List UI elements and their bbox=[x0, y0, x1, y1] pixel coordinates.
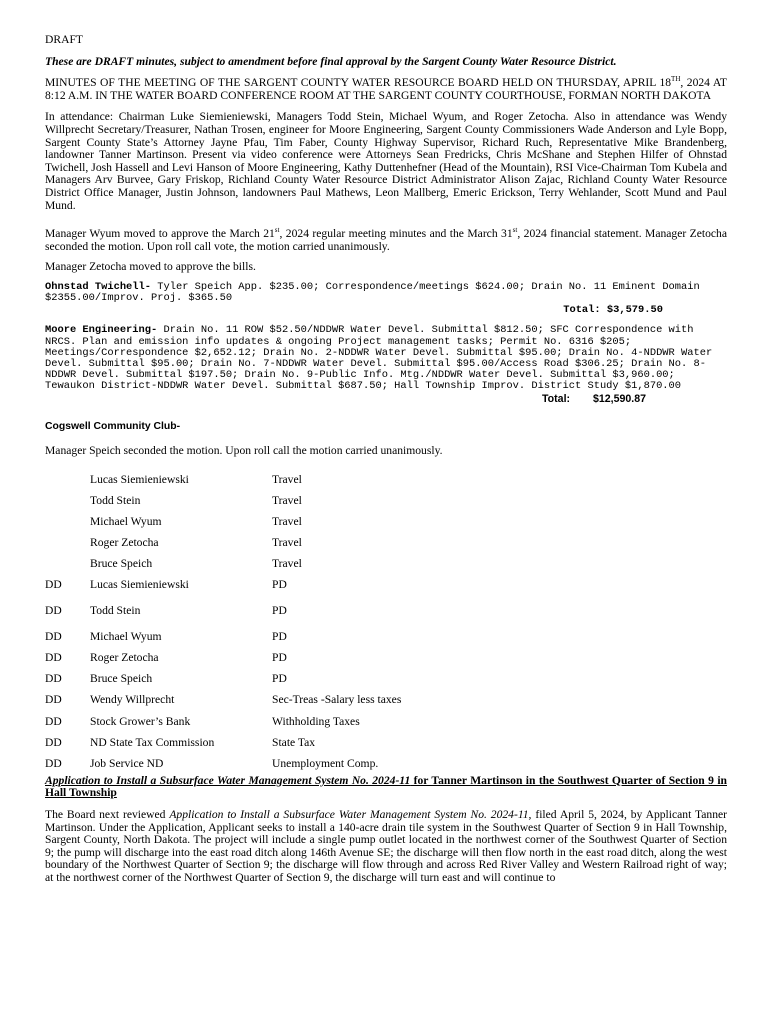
payment-row bbox=[45, 737, 727, 758]
payment-name: Bruce Speich bbox=[90, 672, 153, 686]
minutes-heading: MINUTES OF THE MEETING OF THE SARGENT COUNTY WATER RESOURCE BOARD HELD ON THURSDAY, APRIL 18TH, 2024 AT 8:12 A.M. IN THE WATER BOARD CONFERENCE ROOM AT THE SARGENT COUNTY COURTHOUSE, FORMAN NORTH DAKOTA bbox=[45, 75, 727, 102]
payment-name: Lucas Siemieniewski bbox=[90, 578, 189, 592]
moore-bill bbox=[45, 325, 727, 405]
payment-desc: PD bbox=[272, 578, 287, 592]
draft-label: DRAFT bbox=[45, 33, 84, 46]
payment-name: Lucas Siemieniewski bbox=[90, 472, 189, 486]
payment-name: Roger Zetocha bbox=[90, 651, 159, 665]
ohnstad-bill bbox=[45, 282, 727, 316]
payment-row bbox=[45, 626, 727, 652]
payment-desc: Travel bbox=[272, 536, 302, 549]
payment-code: DD bbox=[45, 693, 62, 707]
attendance-paragraph: In attendance: Chairman Luke Siemieniewski, Managers Todd Stein, Michael Wyum, and Roger Zetocha. Also in attendance was Wendy Willprecht Secretary/Treasurer, Nathan Trosen, engineer for Moore Engineering, Sargent County Commissioners Wade Anderson and Lyle Bopp, Sargent County State’s Attorney Jayne Pfau, Tim Faber, County Highway Supervisor, Richard Ruch, Representative Mike Brandenberg, landowner Tanner Martinson. Present via video conference were Attorneys Sean Fredricks, Chris McShane and Stephen Hilfer of Ohnstad Twichell, Josh Hassell and Levi Hanson of Moore Engineering, Kathy Duttenhefner (Head of the Mountain), RSI Vice-Chairman Tom Kubela and Managers Arv Burvee, Gary Friskop, Richland County Water Resource District Administrator Alison Zajac, Richland County Water Resource District Office Manager, Justin Johnson, landowners Paul Mathews, Leon Mallberg, Emeric Erickson, Terry Wehlander, Scott Mund and Paul Mund. bbox=[45, 110, 727, 212]
payment-code: DD bbox=[45, 672, 62, 686]
payment-desc: Travel bbox=[272, 514, 302, 528]
draft-notice: These are DRAFT minutes, subject to amendment before final approval by the Sargent County Water Resource District. bbox=[45, 54, 617, 68]
total-amount: $12,590.87 bbox=[593, 392, 647, 405]
payment-row bbox=[45, 495, 727, 516]
application-paragraph: The Board next reviewed Application to Install a Subsurface Water Management System No. 2024-11, filed April 5, 2024, by Applicant Tanner Martinson. Under the Application, Applicant seeks to install a 140-acre drain tile system in the Southwest Quarter of Section 9 in Hall Township, Sargent County, North Dakota. The project will include a single pump outlet located in the northwest corner of the Southwest Quarter of Section 9; the pump will discharge into the east road ditch along 146th Avenue SE; the discharge will then flow north in the east road ditch, along the west boundary of the Northwest Quarter of Section 9; the discharge will flow through and across Red River Valley and Western Railroad right of way; at the northwest corner of the Northwest Quarter of Section 9, the discharge will turn east and will continue to bbox=[45, 807, 727, 884]
cogswell-bill: Cogswell Community Club- bbox=[45, 420, 181, 432]
application-title: Application to Install a Subsurface Water Management System No. 2024-11 for Tanner Martinson in the Southwest Quarter of Section 9 in Hall Township bbox=[45, 773, 727, 800]
payment-name: Job Service ND bbox=[90, 756, 164, 770]
payment-row bbox=[45, 652, 727, 673]
total-label: Total: bbox=[542, 392, 571, 405]
payment-row bbox=[45, 579, 727, 600]
payment-code: DD bbox=[45, 714, 62, 728]
payment-row bbox=[45, 558, 727, 579]
payment-code: DD bbox=[45, 735, 62, 749]
payment-code: DD bbox=[45, 604, 62, 618]
payment-desc: Travel bbox=[272, 557, 302, 571]
minutes-approval-motion: Manager Wyum moved to approve the March 21st, 2024 regular meeting minutes and the March 31st, 2024 financial statement. Manager Zetocha seconded the motion. Upon roll call vote, the motion carried unanimously. bbox=[45, 226, 727, 253]
payment-code: DD bbox=[45, 756, 62, 770]
payment-desc: Travel bbox=[272, 472, 302, 486]
payment-row bbox=[45, 673, 727, 694]
payment-code: DD bbox=[45, 651, 62, 665]
ohnstad-total: Total: $3,579.50 bbox=[563, 304, 663, 317]
payment-name: Michael Wyum bbox=[90, 630, 162, 644]
payment-code: DD bbox=[45, 630, 62, 644]
payment-desc: Travel bbox=[272, 493, 302, 507]
moore-bill-items: Moore Engineering- Drain No. 11 ROW $52.50/NDDWR Water Devel. Submittal $812.50; SFC Correspondence with NRCS. Plan and emission info updates & ongoing Project management tasks; Permit No. 6316 $205; Meetings/Correspondence $2,652.12; Drain No. 2-NDDWR Water Devel. Submittal $95.00; Drain No. 4-NDDWR Water Devel. Submittal $95.00; Drain No. 7-NDDWR Water Devel. Submittal $95.00/Access Road $306.25; Drain No. 8-NDDWR Devel. Submittal $197.50; Drain No. 9-Public Info. Mtg./NDDWR Water Devel. Submittal $3,960.00; Tewaukon District-NDDWR Water Devel. Submittal $687.50; Hall Township Improv. District Study $1,870.00 bbox=[45, 324, 719, 393]
moore-total bbox=[45, 393, 727, 406]
payment-desc: PD bbox=[272, 672, 287, 686]
payment-name: ND State Tax Commission bbox=[90, 735, 215, 749]
payment-row bbox=[45, 516, 727, 537]
payment-name: Wendy Willprecht bbox=[90, 693, 175, 707]
payment-row bbox=[45, 694, 727, 715]
payment-name: Michael Wyum bbox=[90, 514, 162, 528]
payment-name: Todd Stein bbox=[90, 493, 141, 507]
payment-desc: State Tax bbox=[272, 735, 316, 749]
payment-name: Bruce Speich bbox=[90, 557, 153, 571]
document-page bbox=[45, 34, 727, 885]
payment-name: Stock Grower’s Bank bbox=[90, 714, 191, 728]
payment-row bbox=[45, 758, 727, 775]
payments-list bbox=[45, 474, 727, 775]
speich-motion: Manager Speich seconded the motion. Upon roll call the motion carried unanimously. bbox=[45, 444, 443, 458]
payment-name: Roger Zetocha bbox=[90, 536, 159, 549]
payment-desc: Unemployment Comp. bbox=[272, 756, 379, 770]
payment-desc: PD bbox=[272, 604, 287, 618]
payment-row bbox=[45, 716, 727, 737]
payment-row bbox=[45, 600, 727, 626]
payment-code: DD bbox=[45, 578, 62, 592]
payment-desc: Sec-Treas -Salary less taxes bbox=[272, 693, 402, 707]
vendor-name: Ohnstad Twichell- bbox=[45, 280, 152, 293]
payment-row bbox=[45, 537, 727, 558]
payment-row bbox=[45, 474, 727, 495]
vendor-name: Moore Engineering- bbox=[45, 324, 158, 337]
payment-desc: Withholding Taxes bbox=[272, 714, 360, 728]
bills-approval-motion: Manager Zetocha moved to approve the bills. bbox=[45, 260, 256, 274]
ohnstad-bill-items: Ohnstad Twichell- Tyler Speich App. $235.00; Correspondence/meetings $624.00; Drain No. 11 Eminent Domain $2355.00/Improv. Proj. $365.50 bbox=[45, 280, 706, 305]
payment-desc: PD bbox=[272, 630, 287, 644]
payment-name: Todd Stein bbox=[90, 604, 141, 618]
payment-desc: PD bbox=[272, 651, 287, 665]
